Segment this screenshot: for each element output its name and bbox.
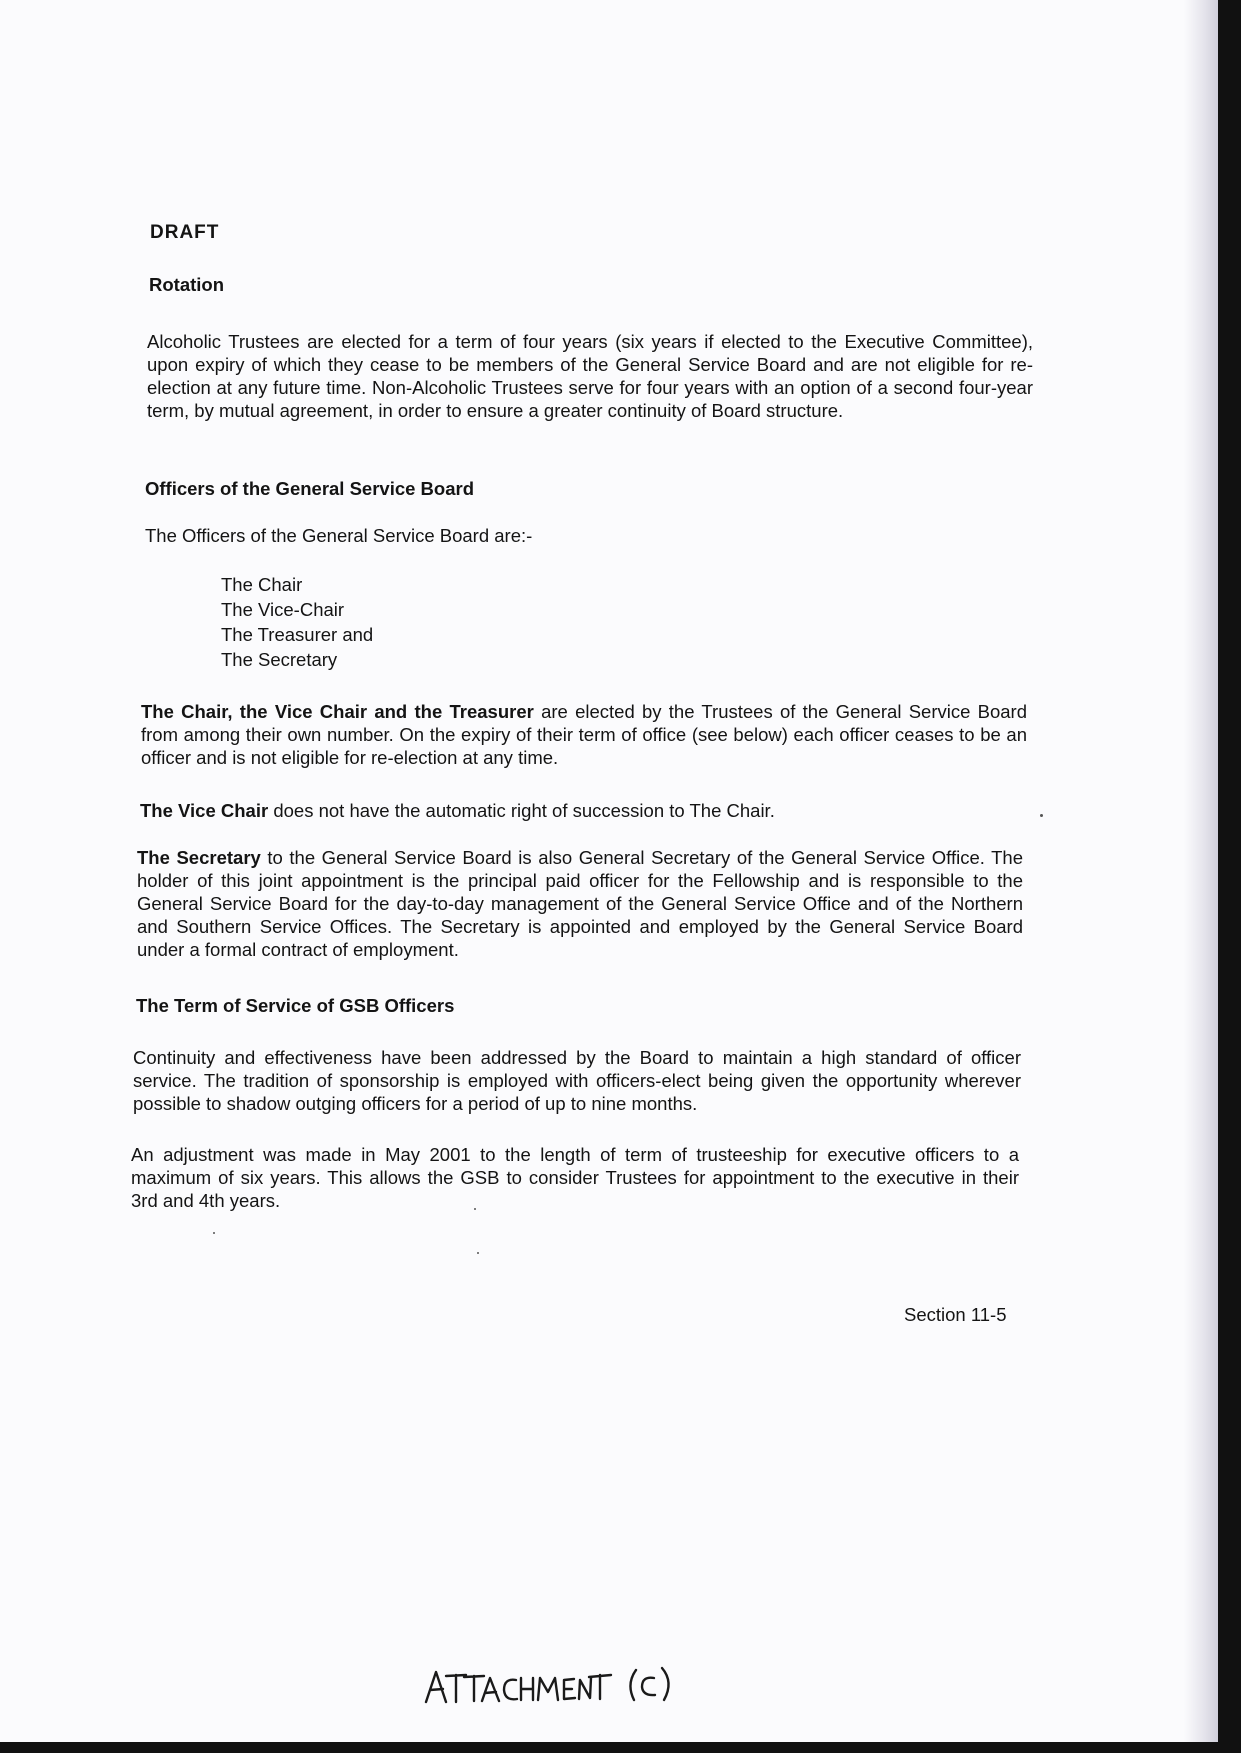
scan-speck: [474, 1208, 476, 1210]
term-paragraph-1: Continuity and effectiveness have been addressed by the Board to maintain a high standard of officer service. The tradition of sponsorship is employed with officers-elect being given the opportunity wherever possible to shadow outging officers for a period of up to nine months.: [133, 1047, 1021, 1114]
chair-paragraph: [141, 700, 1027, 769]
draft-label: DRAFT: [150, 222, 220, 243]
rotation-paragraph: Alcoholic Trustees are elected for a term of four years (six years if elected to the Executive Committee), upon expiry of which they cease to be members of the General Service Board and are not eligible for re-election at any future time. Non-Alcoholic Trustees serve for four years with an option of a second four-year term, by mutual agreement, in order to ensure a greater continuity of Board structure.: [147, 331, 1033, 421]
rotation-heading: Rotation: [149, 274, 225, 295]
officers-list: [221, 572, 373, 672]
secretary-paragraph-lead: The Secretary: [137, 847, 261, 868]
officers-heading: Officers of the General Service Board: [145, 478, 475, 499]
scan-speck: [213, 1232, 215, 1234]
officer-item-secretary: The Secretary: [221, 649, 338, 670]
vice-chair-paragraph: [140, 799, 1026, 822]
secretary-paragraph: [137, 846, 1023, 961]
term-paragraph-2: An adjustment was made in May 2001 to the length of term of trusteeship for executive officers to a maximum of six years. This allows the GSB to consider Trustees for appointment to the executive in their 3rd and 4th years.: [131, 1144, 1019, 1211]
chair-paragraph-lead: The Chair, the Vice Chair and the Treasurer: [141, 701, 534, 722]
officer-item-vice-chair: The Vice-Chair: [221, 599, 345, 620]
scan-speck: [1040, 814, 1043, 817]
secretary-paragraph-text: to the General Service Board is also General Secretary of the General Service Office. The holder of this joint appointment is the principal paid officer for the Fellowship and is responsible to the General Service Board for the day-to-day management of the General Service Office and of the Northern and Southern Service Offices. The Secretary is appointed and employed by the General Service Board under a formal contract of employment.: [137, 847, 1024, 960]
scan-speck: [477, 1252, 479, 1254]
handwritten-attachment-note: [422, 1658, 712, 1708]
vice-chair-paragraph-text: does not have the automatic right of succession to The Chair.: [268, 800, 775, 821]
section-number: Section 11-5: [904, 1304, 1007, 1325]
term-heading: The Term of Service of GSB Officers: [136, 995, 455, 1016]
chair-paragraph-text: are elected by the Trustees of the General Service Board from among their own number. On the expiry of their term of office (see below) each officer ceases to be an officer and is not eligible for re-election at any time.: [141, 701, 1027, 768]
officer-item-chair: The Chair: [221, 574, 303, 595]
page-edge-shadow: [1184, 0, 1218, 1742]
officers-intro: The Officers of the General Service Board are:-: [145, 525, 533, 546]
officer-item-treasurer: The Treasurer and: [221, 624, 374, 645]
vice-chair-paragraph-lead: The Vice Chair: [140, 800, 269, 821]
